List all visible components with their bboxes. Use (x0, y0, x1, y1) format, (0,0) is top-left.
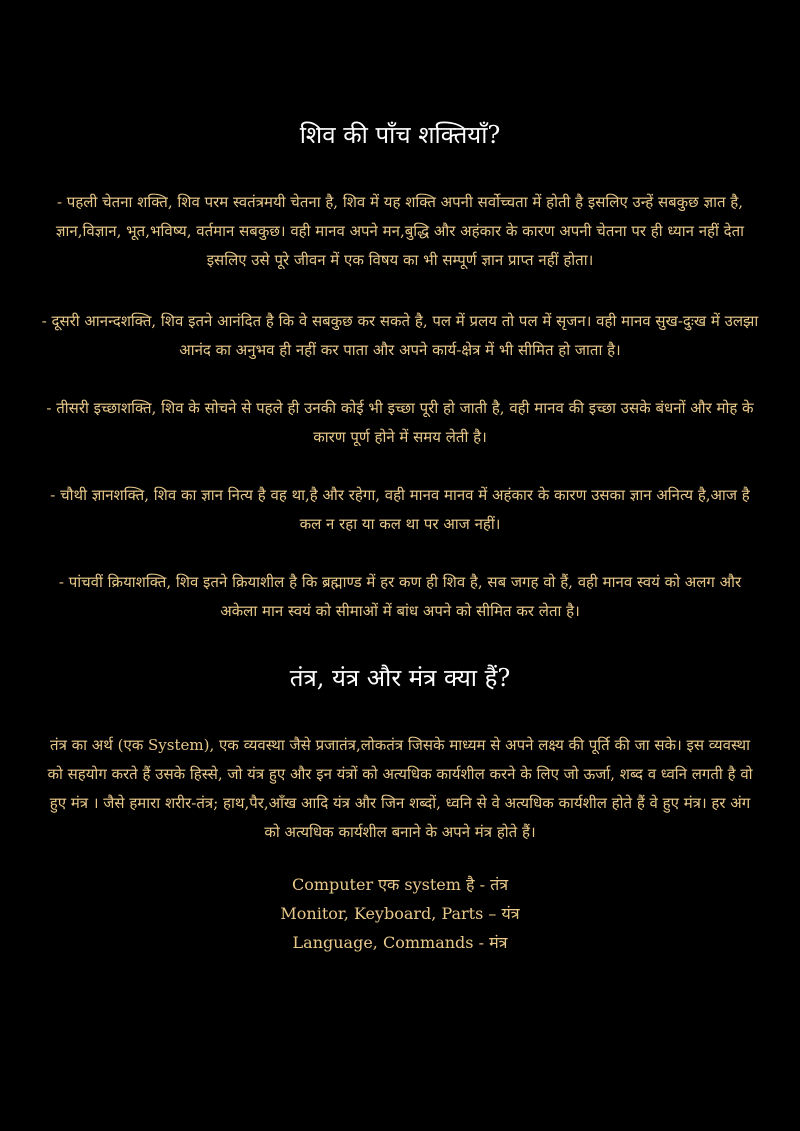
paragraph-chetna-shakti: - पहली चेतना शक्ति, शिव परम स्वतंत्रमयी चेतना है, शिव में यह शक्ति अपनी सर्वोच्चता में होती है इसलिए उन्हें सबकुछ ज्ञात है, ज्ञान,विज्ञान, भूत,भविष्य, वर्तमान सबकुछ। वही मानव अपने मन,बुद्धि और अहंकार के कारण अपनी चेतना पर ही ध्यान नहीं देता इसलिए उसे पूरे जीवन में एक विषय का भी सम्पूर्ण ज्ञान प्राप्त नहीं होता। (55, 193, 745, 269)
paragraph-gyan-shakti: - चौथी ज्ञानशक्ति, शिव का ज्ञान नित्य है वह था,है और रहेगा, वही मानव मानव में अहंकार के कारण उसका ज्ञान अनित्य है,आज है कल न रहा या कल था पर आज नहीं। (50, 486, 750, 533)
example-line-tantra: Computer एक system है - तंत्र (291, 875, 509, 894)
example-line-yantra: Monitor, Keyboard, Parts – यंत्र (280, 904, 520, 923)
example-line-mantra: Language, Commands - मंत्र (292, 933, 508, 952)
section-title-tantra-yantra-mantra: तंत्र, यंत्र और मंत्र क्या हैं? (289, 664, 511, 692)
paragraph-tantra-explanation: तंत्र का अर्थ (एक System), एक व्यवस्था जैसे प्रजातंत्र,लोकतंत्र जिसके माध्यम से अपने लक्ष्य की पूर्ति की जा सके। इस व्यवस्था को सहयोग करते हैं उसके हिस्से, जो यंत्र हुए और इन यंत्रों को अत्यधिक कार्यशील करने के लिए जो ऊर्जा, शब्द व ध्वनि लगती है वो हुए मंत्र । जैसे हमारा शरीर-तंत्र; हाथ,पैर,आँख आदि यंत्र और जिन शब्दों, ध्वनि से वे अत्यधिक कार्यशील होते हैं वे हुए मंत्र। हर अंग को अत्यधिक कार्यशील बनाने के अपने मंत्र होते हैं। (47, 736, 753, 841)
section-title-shiva-powers: शिव की पाँच शक्तियाँ? (299, 121, 501, 149)
paragraph-kriya-shakti: - पांचवीं क्रियाशक्ति, शिव इतने क्रियाशील है कि ब्रह्माण्ड में हर कण ही शिव है, सब जगह वो हैं, वही मानव स्वयं को अलग और अकेला मान स्वयं को सीमाओं में बांध अपने को सीमित कर लेता है। (58, 573, 742, 620)
paragraph-anand-shakti: - दूसरी आनन्दशक्ति, शिव इतने आनंदित है कि वे सबकुछ कर सकते है, पल में प्रलय तो पल में सृजन। वही मानव सुख-दुःख में उलझा आनंद का अनुभव ही नहीं कर पाता और अपने कार्य-क्षेत्र में भी सीमित हो जाता है। (41, 312, 759, 359)
paragraph-ichha-shakti: - तीसरी इच्छाशक्ति, शिव के सोचने से पहले ही उनकी कोई भी इच्छा पूरी हो जाती है, वही मानव की इच्छा उसके बंधनों और मोह के कारण पूर्ण होने में समय लेती है। (46, 399, 754, 446)
